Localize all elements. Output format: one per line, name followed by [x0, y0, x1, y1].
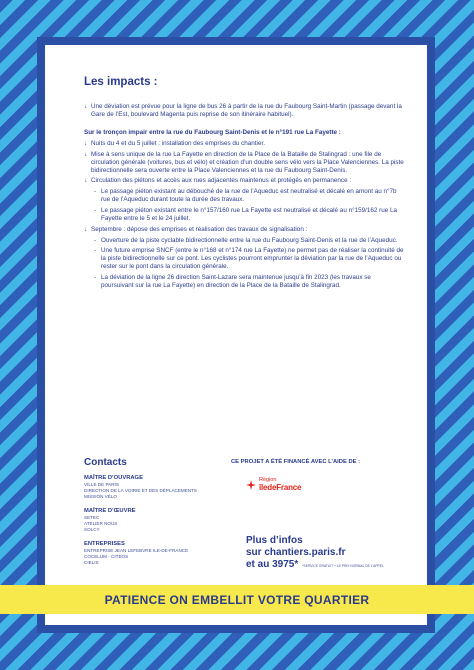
contacts-section	[84, 457, 244, 574]
sub-item-text: Le passage piéton existant entre le n°157/160 rue La Fayette est neutralisé et décalé au n°159/162 rue La Fayette entre le 5 et le 24 juillet.	[101, 206, 397, 222]
intro-item	[84, 103, 404, 119]
contact-line: SETEC	[84, 514, 100, 520]
dash-marker: -	[94, 273, 97, 281]
logo-line-2: îledeFrance	[259, 482, 302, 492]
list-item	[84, 151, 404, 175]
bottom-banner	[0, 585, 474, 614]
section-title: Sur le tronçon impair entre la rue du Faubourg Saint-Denis et le n°191 rue La Fayette :	[84, 129, 341, 137]
down-arrow-icon: ↓	[84, 225, 88, 233]
contact-group	[84, 475, 244, 500]
contact-line: ATELIER NOUS	[84, 520, 118, 526]
list-item	[84, 177, 404, 185]
more-info-link[interactable]: sur chantiers.paris.fr	[246, 547, 346, 558]
contact-line: DIRECTION DE LA VOIRIE ET DES DÉPLACEMENTS	[84, 487, 197, 493]
phone-text: et au 3975*	[246, 559, 299, 570]
contact-group	[84, 541, 244, 566]
dash-marker: -	[94, 206, 97, 214]
sub-item	[94, 207, 404, 223]
more-info-phone	[246, 559, 384, 571]
contact-line: CIELIS	[84, 559, 99, 565]
intro-text: Une déviation est prévue pour la ligne de bus 26 à partir de la rue du Faubourg Saint-Martin (passage devant la Gare de l’Est, boulevard Magenta puis reprise de son itinéraire habituel).	[91, 103, 402, 119]
dash-marker: -	[94, 247, 97, 255]
down-arrow-icon: ↓	[84, 150, 88, 158]
down-arrow-icon: ↓	[84, 177, 88, 185]
contact-group-title: MAÎTRE D’OUVRAGE	[84, 475, 143, 481]
sub-item-text: Le passage piéton existant au débouché de la rue de l’Aqueduc est neutralisé et décalé en amont au n°7b rue de l’Aqueduc durant toute la durée des travaux.	[101, 188, 397, 204]
sub-item	[94, 247, 404, 271]
more-info-line-1: Plus d’infos	[246, 535, 303, 546]
down-arrow-icon: ↓	[84, 103, 88, 111]
sub-item	[94, 188, 404, 204]
contact-group-title: ENTREPRISES	[84, 540, 125, 547]
list-item-text: Nuits du 4 et du 5 juillet : installation des emprises du chantier.	[91, 139, 265, 147]
banner-text: PATIENCE ON EMBELLIT VOTRE QUARTIER	[104, 592, 370, 607]
sub-item	[94, 274, 404, 290]
list-item	[84, 226, 404, 234]
footnote: *SERVICE GRATUIT + LE PRIX NORMAL DE L’APPEL	[302, 564, 384, 568]
sub-item	[94, 237, 404, 245]
list-item-text: Circulation des piétons et accès aux rues adjacentes maintenus et protégés en permanence :	[91, 177, 352, 185]
dash-marker: -	[94, 188, 97, 196]
contact-line: VILLE DE PARIS	[84, 482, 119, 487]
impacts-section	[84, 75, 404, 293]
document-page	[45, 45, 427, 625]
region-idf-logo	[246, 478, 301, 492]
contact-group-title: MAÎTRE D’ŒUVRE	[84, 507, 136, 514]
contact-line: ENTREPRISE JEAN LEFEBVRE ILE-DE-FRANCE	[84, 547, 189, 553]
list-item-text: Mise à sens unique de la rue La Fayette en direction de la Place de la Bataille de Stalingrad : une file de circulation générale (voitures, bus et vélo) et création d’un double sens vélo vers la Place Valenciennes. La piste bidirectionnelle sera ouverte entre la Place Valenciennes et la rue du Faubourg Saint-Denis.	[91, 150, 404, 174]
contact-group	[84, 508, 244, 533]
list-item	[84, 140, 404, 148]
funding-title: CE PROJET A ÉTÉ FINANCÉ AVEC L’AIDE DE :	[231, 459, 361, 465]
contacts-title: Contacts	[84, 457, 127, 468]
contact-line: SOLCY	[84, 526, 100, 532]
sub-item-text: Ouverture de la piste cyclable bidirectionnelle entre la rue du Faubourg Saint-Denis et la rue de l’Aqueduc.	[101, 236, 398, 244]
dash-marker: -	[94, 236, 97, 244]
sub-item-text: La déviation de la ligne 26 direction Saint-Lazare sera maintenue jusqu’à fin 2023 (les travaux se poursuivant sur la rue La Fayette) en direction de la Place de la Bataille de Stalingrad.	[101, 273, 371, 289]
contact-line: MISSION VÉLO	[84, 493, 117, 499]
page-title: Les impacts :	[84, 76, 158, 88]
more-info-block	[246, 535, 384, 571]
down-arrow-icon: ↓	[84, 139, 88, 147]
logo-line-1: Région	[259, 477, 277, 483]
contact-line: COCELUM - CITEOS	[84, 553, 129, 559]
sub-item-text: Une future emprise SNCF (entre le n°168 et n°174 rue La Fayette) ne permet pas de réaliser la continuité de la piste bidirectionnelle sur ce pont. Les cyclistes pourront emprunter la déviation par la rue de l’Aqueduc ou rester sur le pont dans la circulation générale.	[101, 247, 404, 271]
list-item-text: Septembre : dépose des emprises et réalisation des travaux de signalisation :	[91, 225, 308, 233]
region-logo-icon	[246, 480, 256, 490]
